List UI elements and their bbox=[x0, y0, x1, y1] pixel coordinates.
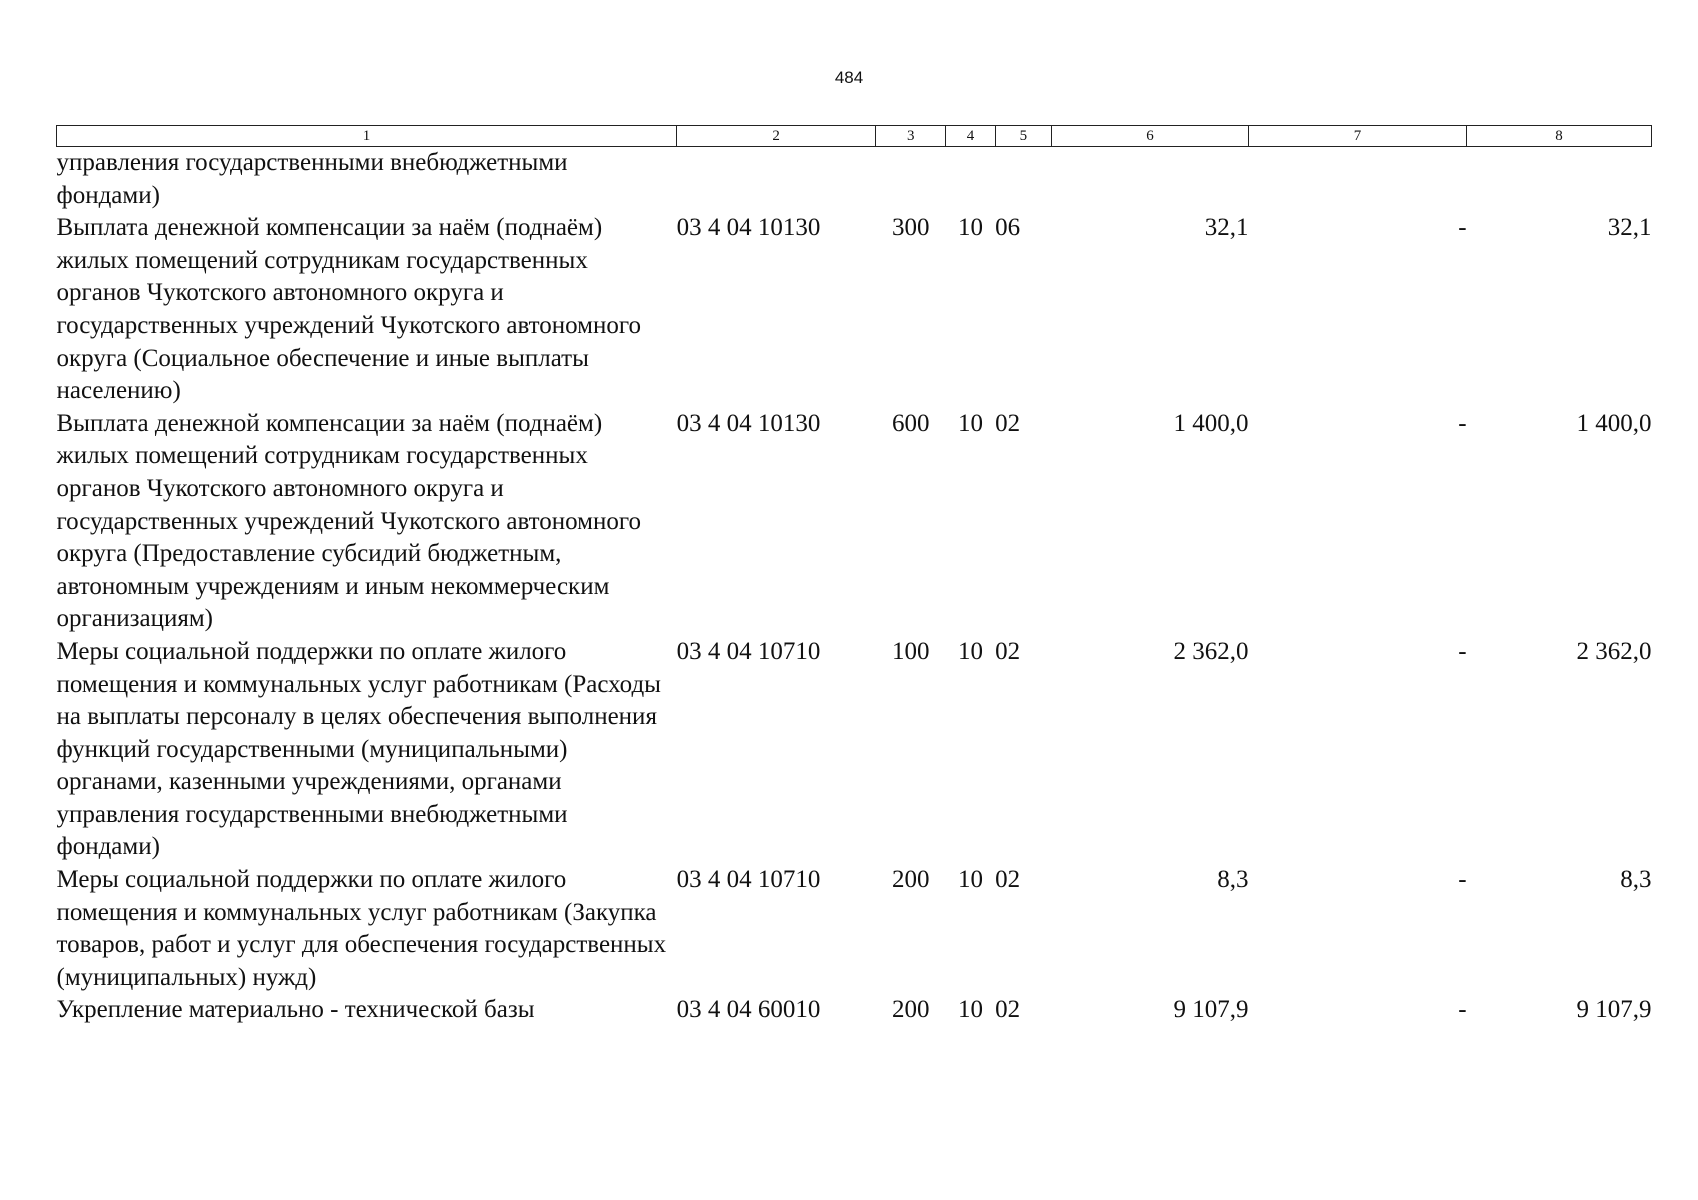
row-rz bbox=[946, 147, 995, 213]
header-col-1: 1 bbox=[57, 126, 677, 147]
row-col7: - bbox=[1458, 409, 1467, 437]
row-col8: 32,1 bbox=[1607, 214, 1652, 242]
row-col7 bbox=[1248, 147, 1466, 213]
header-col-3: 3 bbox=[876, 126, 946, 147]
row-rz: 10 bbox=[958, 996, 984, 1024]
row-col8: 1 400,0 bbox=[1576, 409, 1652, 437]
table-body bbox=[57, 147, 1652, 1028]
row-col7: - bbox=[1458, 996, 1467, 1024]
table-row bbox=[57, 864, 1652, 994]
row-rz: 10 bbox=[958, 637, 984, 665]
table-row bbox=[57, 408, 1652, 636]
row-code: 03 4 04 10130 bbox=[676, 409, 821, 437]
page-number: 484 bbox=[834, 68, 864, 87]
row-col6: 2 362,0 bbox=[1173, 637, 1249, 665]
header-col-8: 8 bbox=[1467, 126, 1652, 147]
header-row bbox=[57, 126, 1652, 147]
row-col8 bbox=[1467, 147, 1652, 213]
row-code bbox=[677, 147, 876, 213]
header-col-2: 2 bbox=[677, 126, 876, 147]
table-row bbox=[57, 636, 1652, 864]
row-col7: - bbox=[1458, 214, 1467, 242]
header-col-6: 6 bbox=[1051, 126, 1248, 147]
row-pr bbox=[995, 147, 1051, 213]
row-col8: 2 362,0 bbox=[1576, 637, 1652, 665]
row-col8: 8,3 bbox=[1620, 866, 1652, 894]
row-pr: 06 bbox=[995, 214, 1021, 242]
row-name: Укрепление материально - технической базы bbox=[56, 996, 535, 1024]
row-code: 03 4 04 10710 bbox=[676, 637, 821, 665]
row-col7: - bbox=[1458, 637, 1467, 665]
row-code: 03 4 04 10130 bbox=[676, 214, 821, 242]
row-code: 03 4 04 60010 bbox=[676, 996, 821, 1024]
row-name: управления государственными внебюджетными фондами) bbox=[56, 149, 568, 209]
row-col8: 9 107,9 bbox=[1576, 996, 1652, 1024]
row-col6: 32,1 bbox=[1204, 214, 1249, 242]
table-row bbox=[57, 147, 1652, 213]
row-col6: 1 400,0 bbox=[1173, 409, 1249, 437]
row-name: Выплата денежной компенсации за наём (поднаём) жилых помещений сотрудникам государственных органов Чукотского автономного округа и государственных учреждений Чукотского автономного округа (Социальное обеспечение и иные выплаты населению) bbox=[56, 214, 641, 405]
row-name: Выплата денежной компенсации за наём (поднаём) жилых помещений сотрудникам государственных органов Чукотского автономного округа и государственных учреждений Чукотского автономного округа (Предоставление субсидий бюджетным, автономным учреждениям и иным некоммерческим организациям) bbox=[56, 409, 641, 633]
row-col7: - bbox=[1458, 866, 1467, 894]
budget-table bbox=[56, 125, 1652, 1027]
row-name: Меры социальной поддержки по оплате жилого помещения и коммунальных услуг работникам (Расходы на выплаты персоналу в целях обеспечения выполнения функций государственными (муниципальными) органами, казенными учреждениями, органами управления государственными внебюджетными фондами) bbox=[56, 637, 661, 861]
row-name: Меры социальной поддержки по оплате жилого помещения и коммунальных услуг работникам (Закупка товаров, работ и услуг для обеспечения государственных (муниципальных) нужд) bbox=[56, 866, 667, 991]
table-row bbox=[57, 994, 1652, 1027]
row-pr: 02 bbox=[995, 409, 1021, 437]
table-header bbox=[57, 126, 1652, 147]
row-vr: 600 bbox=[892, 409, 930, 437]
header-col-4: 4 bbox=[946, 126, 995, 147]
row-vr: 200 bbox=[892, 866, 930, 894]
row-col6 bbox=[1051, 147, 1248, 213]
row-code: 03 4 04 10710 bbox=[676, 866, 821, 894]
row-rz: 10 bbox=[958, 409, 984, 437]
row-vr: 200 bbox=[892, 996, 930, 1024]
row-pr: 02 bbox=[995, 866, 1021, 894]
row-col6: 9 107,9 bbox=[1173, 996, 1249, 1024]
header-col-7: 7 bbox=[1248, 126, 1466, 147]
row-col6: 8,3 bbox=[1217, 866, 1249, 894]
row-pr: 02 bbox=[995, 637, 1021, 665]
table-row bbox=[57, 212, 1652, 408]
row-rz: 10 bbox=[958, 214, 984, 242]
header-col-5: 5 bbox=[995, 126, 1051, 147]
row-rz: 10 bbox=[958, 866, 984, 894]
row-vr: 100 bbox=[892, 637, 930, 665]
row-vr bbox=[876, 147, 946, 213]
row-vr: 300 bbox=[892, 214, 930, 242]
row-pr: 02 bbox=[995, 996, 1021, 1024]
